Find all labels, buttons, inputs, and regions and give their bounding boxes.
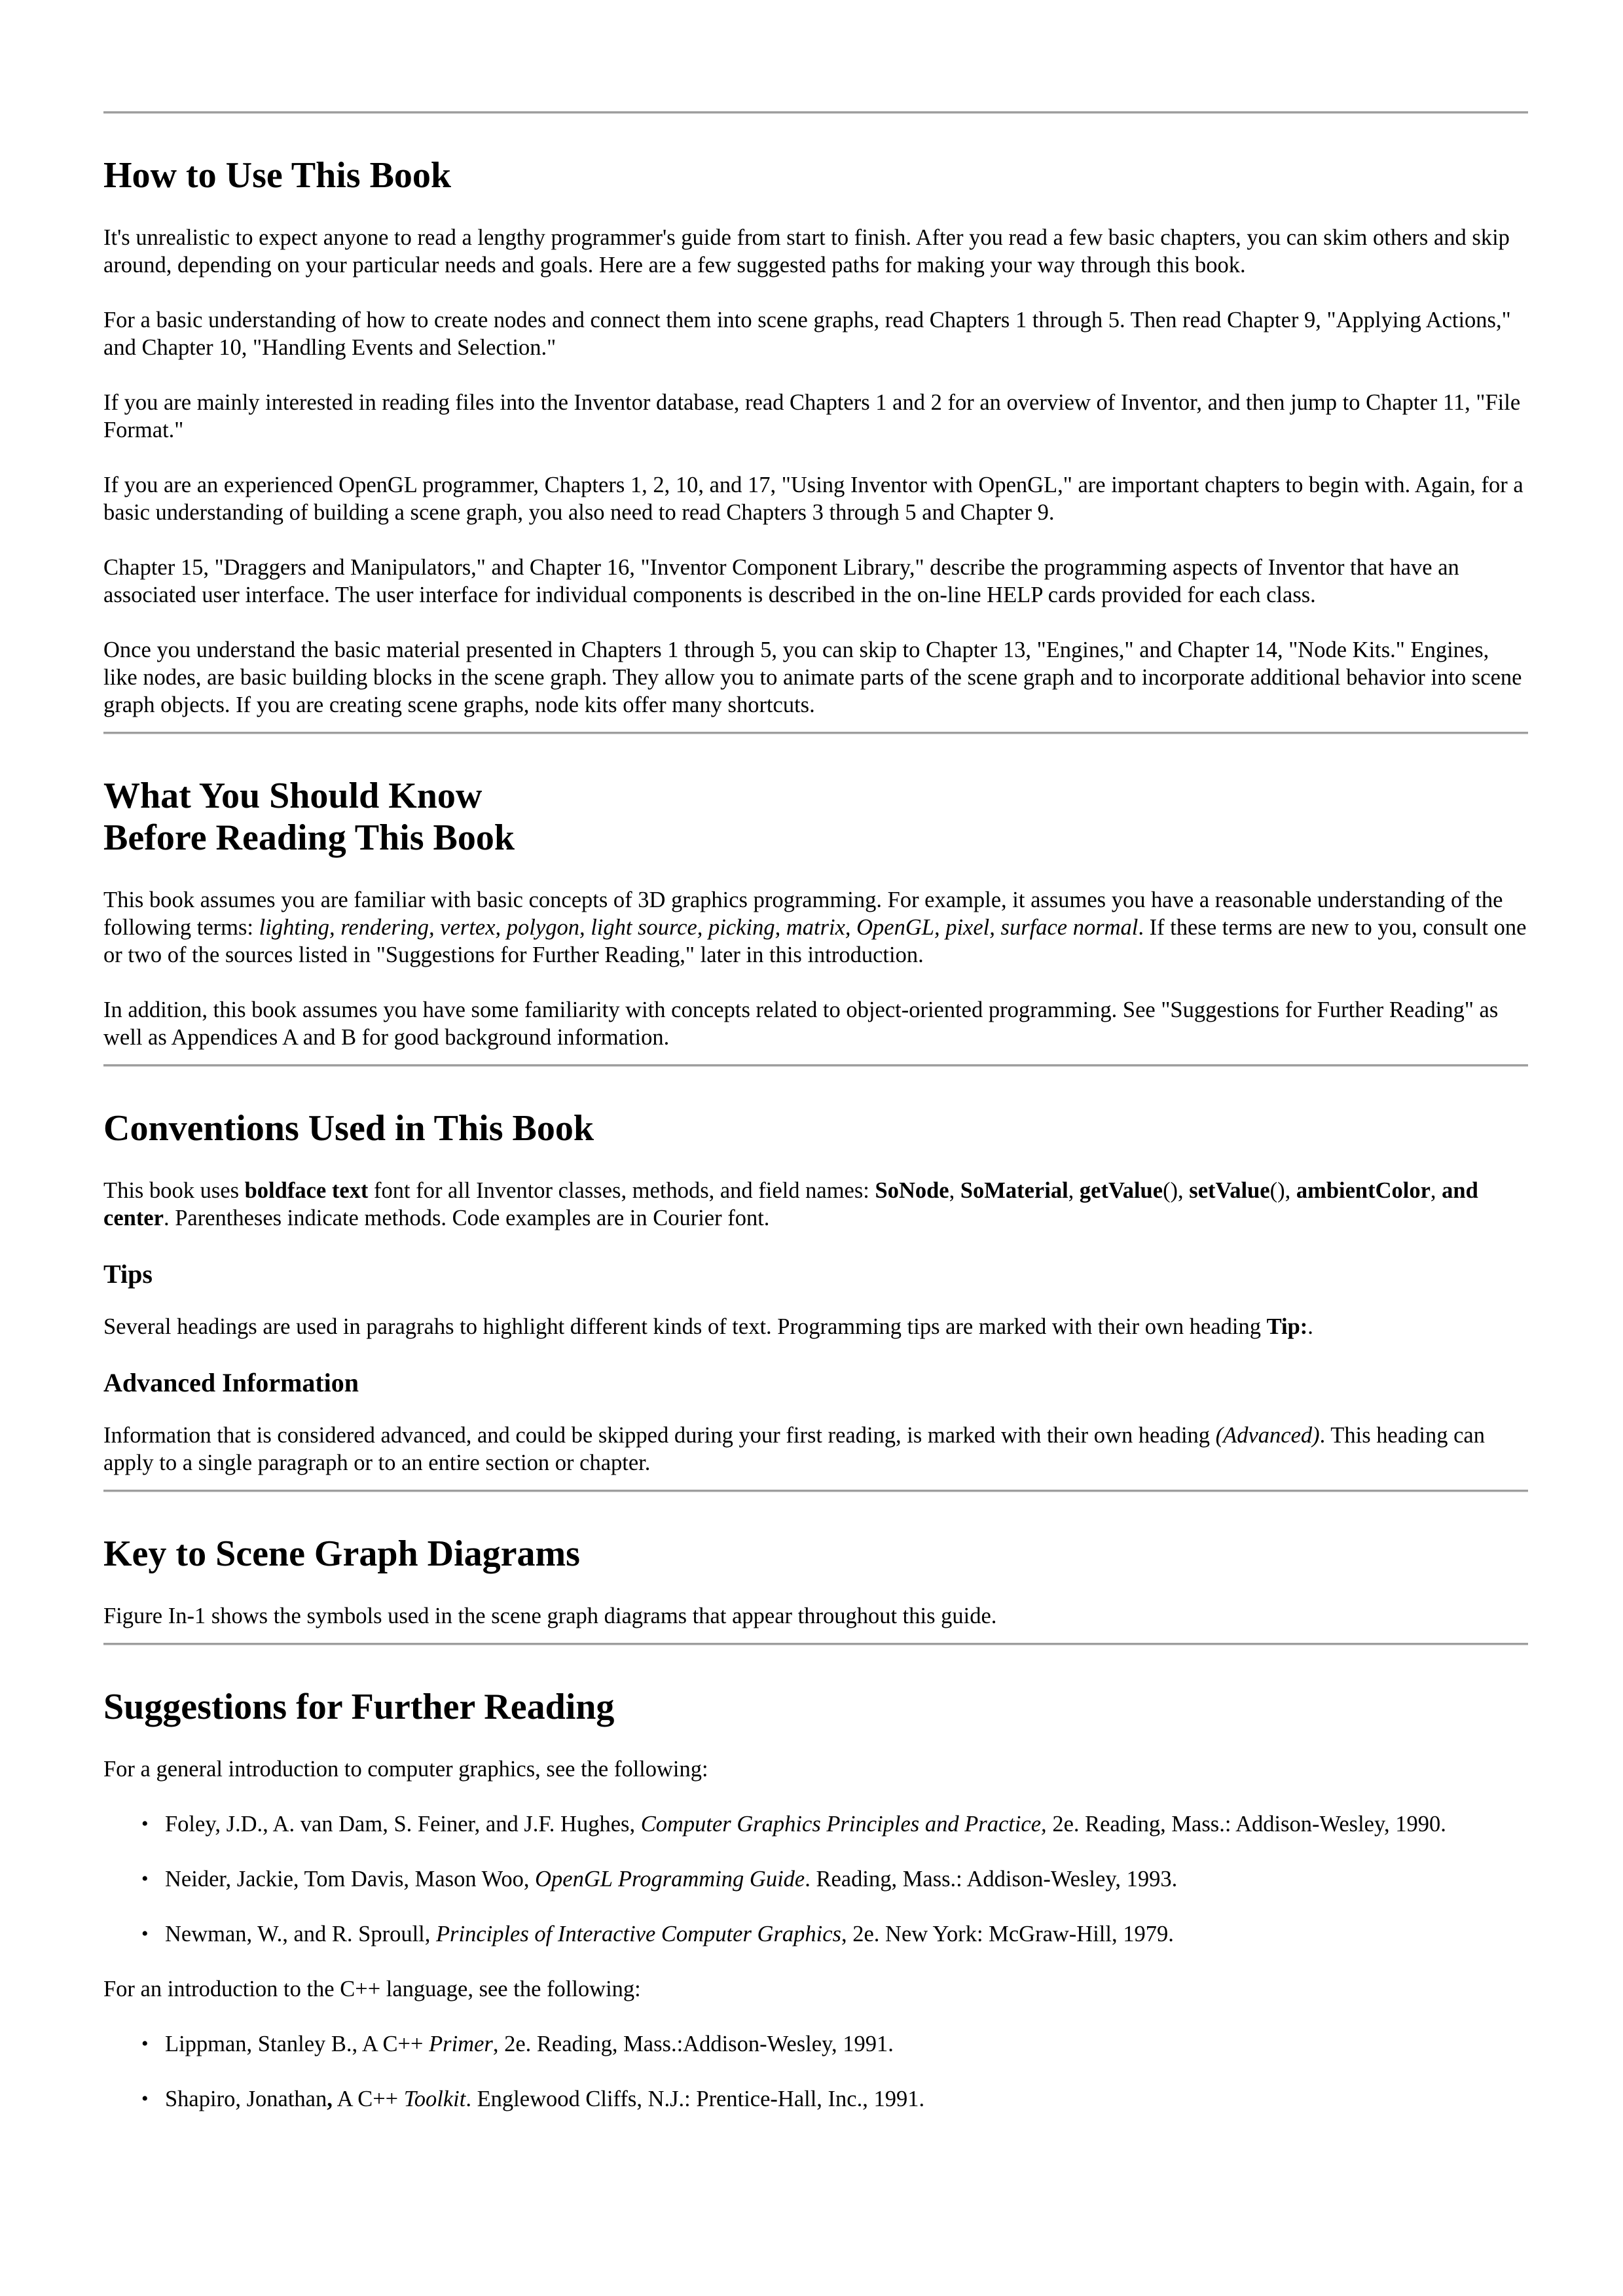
bullet-icon: • (141, 2088, 149, 2109)
book-title: Principles of Interactive Computer Graphics (435, 1922, 841, 1946)
reference-list (103, 1810, 1528, 1948)
text-run: , (1285, 1178, 1296, 1203)
document-content (103, 111, 1528, 2140)
paragraph: In addition, this book assumes you have some familiarity with concepts related to object-oriented programming. See "Suggestions for Further Reading" as well as Appendices A and B for good background information. (103, 997, 1499, 1050)
book-title: Computer Graphics Principles and Practice, (640, 1812, 1047, 1837)
paragraph: Figure In-1 shows the symbols used in the scene graph diagrams that appear throughout this guide. (103, 1604, 997, 1628)
class-name: SoMaterial (960, 1178, 1068, 1203)
section-divider (103, 1064, 1528, 1067)
text-run: , 2e. Reading, Mass.:Addison-Wesley, 1991. (492, 2032, 894, 2056)
list-item (103, 1810, 1528, 1838)
bullet-icon: • (141, 2033, 149, 2054)
text-run: , (1068, 1178, 1080, 1203)
method-name: getValue (1079, 1178, 1163, 1203)
text-run: Newman, W., and R. Sproull, (165, 1922, 436, 1946)
paragraph (103, 1422, 1528, 1477)
reference-list (103, 2030, 1528, 2113)
paragraph: If you are mainly interested in reading files into the Inventor database, read Chapters 1 and 2 for an overview of Inventor, and then jump to Chapter 11, "File Format." (103, 390, 1521, 442)
paragraph: For a general introduction to computer graphics, see the following: (103, 1757, 708, 1782)
section-further-reading (103, 1686, 1528, 2113)
heading-line: What You Should Know (103, 776, 483, 816)
paragraph: For an introduction to the C++ language, see the following: (103, 1977, 641, 2001)
text-run: , (1430, 1178, 1442, 1203)
subsection-heading: Advanced Information (103, 1368, 359, 1397)
advanced-label: (Advanced) (1215, 1423, 1320, 1448)
method-name: setValue (1189, 1178, 1270, 1203)
tip-label: Tip: (1266, 1314, 1308, 1339)
paragraph: It's unrealistic to expect anyone to read a lengthy programmer's guide from start to finish. After you read a few basic chapters, you can skim others and skip around, depending on your particular needs and goals. Here are a few suggested paths for making your way through this book. (103, 225, 1510, 278)
section-how-to-use (103, 154, 1528, 719)
book-title: Primer (429, 2032, 493, 2056)
section-conventions (103, 1107, 1528, 1477)
text-run: . (1307, 1314, 1313, 1339)
section-heading: Conventions Used in This Book (103, 1108, 594, 1149)
section-heading: How to Use This Book (103, 155, 452, 196)
text-run: Lippman, Stanley B., A C++ (165, 2032, 429, 2056)
section-heading: Suggestions for Further Reading (103, 1687, 615, 1727)
section-heading (103, 775, 1528, 859)
section-divider (103, 1490, 1528, 1492)
text-run: Neider, Jackie, Tom Davis, Mason Woo, (165, 1867, 536, 1892)
bold-text: boldface text (244, 1178, 369, 1203)
text-run: This book uses (103, 1178, 245, 1203)
text-run: . Reading, Mass.: Addison-Wesley, 1993. (805, 1867, 1178, 1892)
field-name: and center (103, 1178, 1478, 1230)
list-item (103, 1865, 1528, 1893)
text-run: , (949, 1178, 960, 1203)
text-run: . Englewood Cliffs, N.J.: Prentice-Hall, Inc., 1991. (465, 2087, 925, 2111)
list-item (103, 2030, 1528, 2058)
paragraph: If you are an experienced OpenGL programmer, Chapters 1, 2, 10, and 17, "Using Inventor with OpenGL," are important chapters to begin with. Again, for a basic understanding of building a scene graph, you also need to read Chapters 3 through 5 and Chapter 9. (103, 473, 1523, 525)
book-title: Toolkit (403, 2087, 466, 2111)
section-what-to-know (103, 775, 1528, 1051)
text-run: Information that is considered advanced, and could be skipped during your first reading, is marked with their own heading (103, 1423, 1216, 1448)
paragraph: For a basic understanding of how to create nodes and connect them into scene graphs, read Chapters 1 through 5. Then read Chapter 9, "Applying Actions," and Chapter 10, "Handling Events and Selection." (103, 308, 1511, 360)
list-item (103, 2085, 1528, 2113)
text-run: This book assumes you are familiar with basic concepts of 3D graphics programming. For example, it assumes you have a reasonable understanding of the following terms: (103, 888, 1503, 940)
book-title: OpenGL Programming Guide (535, 1867, 805, 1892)
paragraph (103, 1177, 1528, 1232)
text-run: () (1163, 1178, 1178, 1203)
terms-list: lighting, rendering, vertex, polygon, light source, picking, matrix, OpenGL, pixel, surface normal (259, 915, 1139, 940)
text-run: . If these terms are new to you, consult one or two of the sources listed in "Suggestions for Further Reading," later in this introduction. (103, 915, 1527, 967)
list-item (103, 1920, 1528, 1948)
text-run: , (1178, 1178, 1190, 1203)
text-run: () (1269, 1178, 1285, 1203)
section-divider (103, 111, 1528, 114)
class-name: SoNode (875, 1178, 949, 1203)
text-run: , 2e. New York: McGraw-Hill, 1979. (841, 1922, 1174, 1946)
bullet-icon: • (141, 1813, 149, 1835)
section-key-diagrams (103, 1533, 1528, 1630)
section-divider (103, 1643, 1528, 1645)
paragraph: Once you understand the basic material presented in Chapters 1 through 5, you can skip to Chapter 13, "Engines," and Chapter 14, "Node Kits." Engines, like nodes, are basic building blocks in the scene graph. They allow you to animate parts of the scene graph and to incorporate additional behavior into scene graph objects. If you are creating scene graphs, node kits offer many shortcuts. (103, 637, 1522, 717)
text-run: Several headings are used in paragrahs to highlight different kinds of text. Programming tips are marked with their own heading (103, 1314, 1267, 1339)
subsection-heading: Tips (103, 1259, 153, 1289)
bullet-icon: • (141, 1923, 149, 1945)
text-run: 2e. Reading, Mass.: Addison-Wesley, 1990. (1046, 1812, 1446, 1837)
paragraph (103, 886, 1528, 969)
text-run: . This heading can apply to a single paragraph or to an entire section or chapter. (103, 1423, 1485, 1475)
bold-text: , (327, 2087, 333, 2111)
section-heading: Key to Scene Graph Diagrams (103, 1534, 580, 1574)
bullet-icon: • (141, 1868, 149, 1890)
section-divider (103, 732, 1528, 734)
paragraph: Chapter 15, "Draggers and Manipulators," and Chapter 16, "Inventor Component Library," describe the programming aspects of Inventor that have an associated user interface. The user interface for individual components is described in the on-line HELP cards provided for each class. (103, 555, 1459, 607)
text-run: Foley, J.D., A. van Dam, S. Feiner, and J.F. Hughes, (165, 1812, 641, 1837)
paragraph (103, 1313, 1528, 1340)
text-run: font for all Inventor classes, methods, and field names: (368, 1178, 875, 1203)
text-run: Shapiro, Jonathan (165, 2087, 327, 2111)
field-name: ambientColor (1296, 1178, 1431, 1203)
text-run: A C++ (332, 2087, 404, 2111)
text-run: . Parentheses indicate methods. Code examples are in Courier font. (163, 1206, 770, 1230)
heading-line: Before Reading This Book (103, 817, 515, 858)
